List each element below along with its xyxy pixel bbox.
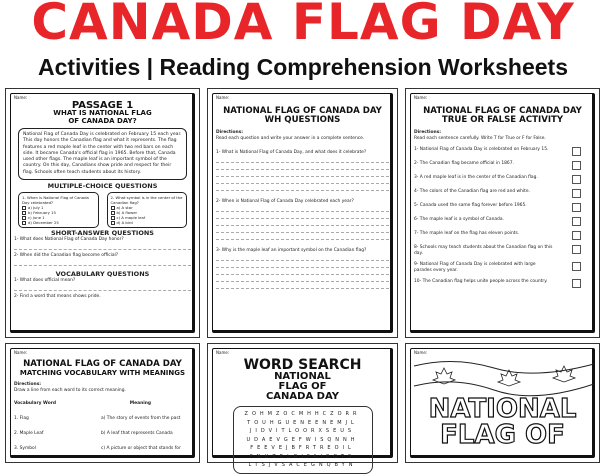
tf-statement: 6- The maple leaf is a symbol of Canada. [414, 217, 504, 222]
directions: Read each question and write your answer in a complete sentence. [216, 136, 365, 141]
tf-item [414, 217, 581, 226]
answer-box[interactable] [572, 161, 581, 170]
sa-heading: SHORT-ANSWER QUESTIONS [51, 229, 154, 238]
meaning: a) The story of events from the past [101, 416, 181, 421]
tf-statement: 7- The maple leaf on the flag has eleven points. [414, 231, 520, 236]
answer-box[interactable] [572, 175, 581, 184]
coloring-title-line: FLAG OF [440, 420, 565, 450]
answer-box[interactable] [572, 217, 581, 226]
answer-box[interactable] [572, 189, 581, 198]
tf-statement: 2- The Canadian flag became official in 1867. [414, 161, 514, 166]
answer-line [216, 219, 389, 226]
vocab-word: 1. Flag [14, 416, 29, 421]
answer-line [216, 205, 389, 212]
answer-box[interactable] [572, 245, 581, 254]
passage-subtitle: WHAT IS NATIONAL FLAG OF CANADA DAY? [53, 109, 152, 125]
wh-question: 1- What is National Flag of Canada Day, and what does it celebrate? [216, 150, 367, 155]
main-title: CANADA FLAG DAY [31, 0, 575, 51]
grid-row: ZOHMZOCMHHCZORR [244, 411, 361, 417]
vocab-heading: VOCABULARY QUESTIONS [55, 270, 150, 279]
sa-question: 2- When did the Canadian flag become official? [14, 253, 119, 259]
option-label: b) A flower [116, 210, 138, 216]
meaning: b) A leaf that represents Canada [101, 431, 173, 436]
mc-question: 1- When is National Flag of Canada Day celebrated? [22, 195, 89, 206]
tf-statement: 9- National Flag of Canada Day is celebrated with large parades every year. [414, 262, 536, 273]
ws-subtitle: NATIONAL FLAG OF CANADA DAY [265, 371, 340, 402]
grid-row: TOUHGUENEENEMJL [247, 419, 358, 426]
passage-worksheet [5, 88, 200, 338]
tf-item [414, 262, 581, 274]
wh-subtitle: WH QUESTIONS [264, 115, 341, 125]
mc-option [22, 220, 95, 225]
tf-item [414, 279, 581, 288]
name-label: Name: [414, 95, 428, 100]
mc-questions [18, 192, 187, 228]
answer-line [216, 268, 389, 275]
option-label: d) A bird [116, 220, 133, 226]
answer-box[interactable] [572, 279, 581, 288]
answer-line [216, 275, 389, 282]
directions-label: Directions: [414, 130, 442, 135]
tf-statement: 1- National Flag of Canada Day is celebrated on February 15. [414, 147, 549, 152]
word-search-grid [233, 406, 373, 474]
coloring-title-line: NATIONAL [428, 394, 577, 424]
directions: Draw a line from each word to its correct meaning. [14, 388, 126, 393]
meaning: c) A picture or object that stands for [101, 446, 181, 451]
answer-line [216, 233, 389, 240]
tf-statement: 8- Schools may teach students about the Canadian flag on this day. [414, 245, 553, 256]
mc-question-box [18, 192, 99, 228]
grid-row: UDAEVGEFWISQNNH [246, 436, 359, 443]
matching-row [14, 416, 191, 422]
matching-subtitle: MATCHING VOCABULARY WITH MEANINGS [19, 369, 186, 377]
directions: Read each sentence carefully. Write T for True or F for False. [414, 136, 546, 141]
ws-title: WORD SEARCH [243, 357, 362, 373]
answer-box[interactable] [572, 147, 581, 156]
tf-subtitle: TRUE OR FALSE ACTIVITY [441, 115, 564, 125]
name-label: Name: [14, 350, 28, 355]
vocab-question: 1- What does official mean? [14, 278, 76, 284]
col-header: Meaning [129, 401, 151, 406]
true-false-worksheet [405, 88, 600, 338]
tf-statement: 4- The colors of the Canadian flag are red and white. [414, 189, 530, 194]
answer-line [216, 163, 389, 170]
option-label: c) June 1 [28, 215, 45, 221]
matching-worksheet [5, 343, 200, 463]
answer-line [216, 184, 389, 191]
option-label: b) February 15 [28, 210, 56, 216]
tf-item [414, 161, 581, 170]
matching-row [14, 446, 191, 452]
tf-statement: 3- A red maple leaf is in the center of the Canadian flag. [414, 175, 538, 180]
answer-box[interactable] [572, 231, 581, 240]
checkbox[interactable] [111, 221, 115, 225]
matching-row [14, 431, 191, 437]
wh-title: NATIONAL FLAG OF CANADA DAY [223, 106, 382, 116]
tf-item [414, 245, 581, 257]
tf-statement: 10- The Canadian flag helps unite people across the country. [414, 279, 548, 284]
sa-question: 1- What does National Flag of Canada Day honor? [14, 237, 124, 243]
passage-text: National Flag of Canada Day is celebrated on February 15 each year. This day honors the Canadian flag and what it represents. The flag features a red maple leaf in the center with two red bars on each side. It became Canada's official flag in 1965. Before that, Canada used other flags. The maple leaf is an important symbol of the country. On this day, Canadians show pride and respect for their flag. Schools often teach students about its history. [18, 128, 187, 180]
vocab-question: 2- Find a word that means shows pride. [14, 294, 101, 300]
mc-question: 2- What symbol is in the center of the Canadian flag? [110, 195, 183, 206]
mc-option [111, 220, 184, 225]
answer-line [216, 282, 389, 289]
grid-row: FNHZRLRIFAIPGTS [249, 453, 356, 460]
directions-label: Directions: [14, 382, 42, 387]
answer-box[interactable] [572, 262, 581, 271]
grid-row: JIDVITLOORXSEUS [249, 428, 356, 434]
name-label: Name: [14, 95, 28, 100]
answer-box[interactable] [572, 203, 581, 212]
wh-questions-worksheet [207, 88, 398, 338]
option-label: a) A star [116, 205, 133, 211]
vocab-word: 2. Maple Leaf [14, 431, 44, 436]
col-header: Vocabulary Word [14, 401, 57, 406]
grid-row: LTSJVSACEGNQBYN [248, 462, 357, 468]
name-label: Name: [216, 95, 230, 100]
mc-heading: MULTIPLE-CHOICE QUESTIONS [47, 182, 158, 191]
answer-line [216, 226, 389, 233]
checkbox[interactable] [22, 221, 26, 225]
directions-label: Directions: [216, 130, 244, 135]
coloring-page [405, 343, 600, 463]
answer-line [216, 212, 389, 219]
main-subtitle: Activities | Reading Comprehension Worksheets [37, 54, 569, 80]
passage-title: PASSAGE 1 [71, 100, 134, 111]
wh-question: 3- Why is the maple leaf an important symbol on the Canadian flag? [216, 248, 367, 253]
answer-line [216, 254, 389, 261]
name-label: Name: [414, 350, 428, 355]
answer-line [216, 261, 389, 268]
maple-leaf-flags-illustration [414, 356, 594, 396]
answer-line [216, 177, 389, 184]
vocab-word: 3. Symbol [14, 446, 36, 451]
tf-item [414, 203, 581, 212]
tf-item [414, 231, 581, 240]
option-label: a) July 1 [28, 205, 44, 211]
answer-line [216, 170, 389, 177]
tf-item [414, 189, 581, 198]
word-search-worksheet [207, 343, 398, 468]
answer-line [216, 156, 389, 163]
option-label: c) A maple leaf [116, 215, 146, 221]
option-label: d) December 25 [28, 220, 59, 226]
matching-title: NATIONAL FLAG OF CANADA DAY [23, 359, 182, 369]
tf-item [414, 175, 581, 184]
name-label: Name: [216, 350, 230, 355]
grid-row: FEEVEJBFRTREOIL [250, 445, 355, 451]
wh-question: 2- When is National Flag of Canada Day celebrated each year? [216, 199, 354, 204]
tf-title: NATIONAL FLAG OF CANADA DAY [423, 106, 582, 116]
tf-item [414, 147, 581, 156]
mc-question-box [107, 192, 188, 228]
tf-statement: 5- Canada used the same flag forever before 1965. [414, 203, 527, 208]
